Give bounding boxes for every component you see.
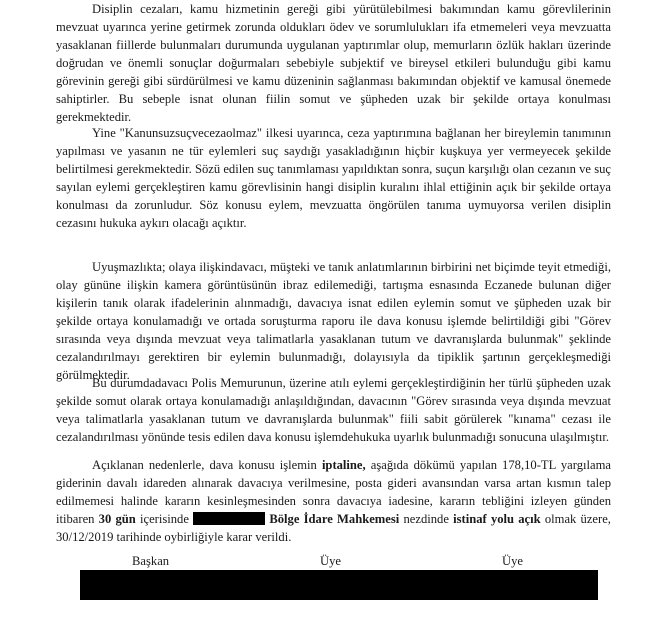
redaction-inline — [193, 512, 265, 525]
hukum-sure: 30 gün — [98, 512, 136, 526]
paragraph-uyusmazlik: Uyuşmazlıkta; olaya ilişkindavacı, müşteki ve tanık anlatımlarının birbirini net biçimde teyit etmediği, olay gününe ilişkin kamera görüntüsünün ibraz edilemediği, tartışma esnasında Eczanede bulunan diğer kişilerin tanık olarak ifadelerinin alınmadığı, davacıya isnat edilen eylemin somut ve şüpheden uzak bir şekilde ortaya konulamadığı ve ortada soruşturma raporu ile dava konusu işlemde belirtildiği gibi "Görev sırasında veya dışında mevzuat veya talimatlarla yasaklanan tutum ve davranışlarda bulunmak" şeklinde cezalandırılmayı gerektiren bir eylemin bulunmadığı, dolayısıyla da tipiklik şartının gerçekleşmediği görülmektedir. — [56, 260, 611, 382]
hukum-iptal: iptaline, — [321, 458, 366, 472]
hukum-text-1: Açıklanan nedenlerle, dava konusu işlemin — [92, 458, 322, 472]
hukum-text-2: aşağıda dökümü yapılan 178,10-TL yargılama giderinin davalı idareden alınarak davacıya verilmesine, posta gideri avansından varsa artan kısmın talep edilmemesi halinde kararın kesinleşmesinden sonra davacıya iadesine, kararın tebliğini izleyen günden itibaren — [56, 458, 611, 526]
paragraph-hukum — [56, 456, 611, 546]
paragraph-kanunsuz-suc: Yine "Kanunsuzsuçvecezaolmaz" ilkesi uyarınca, ceza yaptırımına bağlanan her bireylemin tanımının yapılması ve yasanın ne tür eylemleri suç saydığı yasakladığının hiçbir kuşkuya yer vermeyecek şekilde belirtilmesi gerekmektedir. Sözü edilen suç tanımlaması yapıldıktan sonra, suçun karşılığı olan cezanın ve suç sayılan eylemi gerçekleştiren kamu görevlisinin hangi disiplin kuralını ihlal ettiğinin açık bir şekilde ortaya konulması da zorunludur. Söz konusu eylem, mevzuatta öngörülen tanıma uymuyorsa verilen disiplin cezasını hukuka aykırı olacağı açıktır. — [56, 126, 611, 230]
signature-uye-1: Üye — [320, 554, 341, 568]
hukum-mahkeme: Bölge İdare Mahkemesi — [265, 512, 400, 526]
hukum-text-4: nezdinde — [399, 512, 454, 526]
hukum-text-5: olmak üzere, 30/12/2019 tarihinde oybirliğiyle karar verildi. — [56, 512, 611, 544]
redaction-block — [80, 570, 598, 600]
hukum-istinaf: istinaf yolu açık — [453, 512, 541, 526]
signature-uye-2: Üye — [502, 554, 523, 568]
signature-baskan: Başkan — [132, 554, 170, 568]
paragraph-disiplin-cezalari: Disiplin cezaları, kamu hizmetinin gereği gibi yürütülebilmesi bakımından kamu görevlilerinin mevzuat uyarınca yerine getirmek zorunda oldukları ödev ve sorumlulukları ifa etmemeleri veya mevzuatta yasaklanan fiillerde bulunmaları durumunda uygulanan yaptırımlar olup, memurların özlük hakları üzerinde doğrudan ve önemli sonuçlar doğurmaları sebebiyle subjektif ve bireysel etkileri bulunduğu gibi kamu görevinin gereği gibi sürdürülmesi ve kamu düzeninin sağlanması bakımından objektif ve kamusal önemede sahiptirler. Bu sebeple isnat olunan fiilin somut ve şüpheden uzak bir şekilde ortaya konulması gerekmektedir. — [56, 2, 611, 124]
hukum-text-3: içerisinde — [135, 512, 194, 526]
paragraph-sonuc: Bu durumdadavacı Polis Memurunun, üzerine atılı eylemi gerçekleştirdiğinin her türlü şüpheden uzak şekilde somut olarak ortaya konulamadığı anlaşıldığından, davacının "Görev sırasında veya dışında mevzuat veya talimatlarla yasaklanan tutum ve davranışlarda bulunmak" fiili sabit görülerek "kınama" cezası ile cezalandırılması yönünde tesis edilen dava konusu işlemdehukuka uyarlık bulunmadığı sonucuna ulaşılmıştır. — [56, 376, 611, 444]
